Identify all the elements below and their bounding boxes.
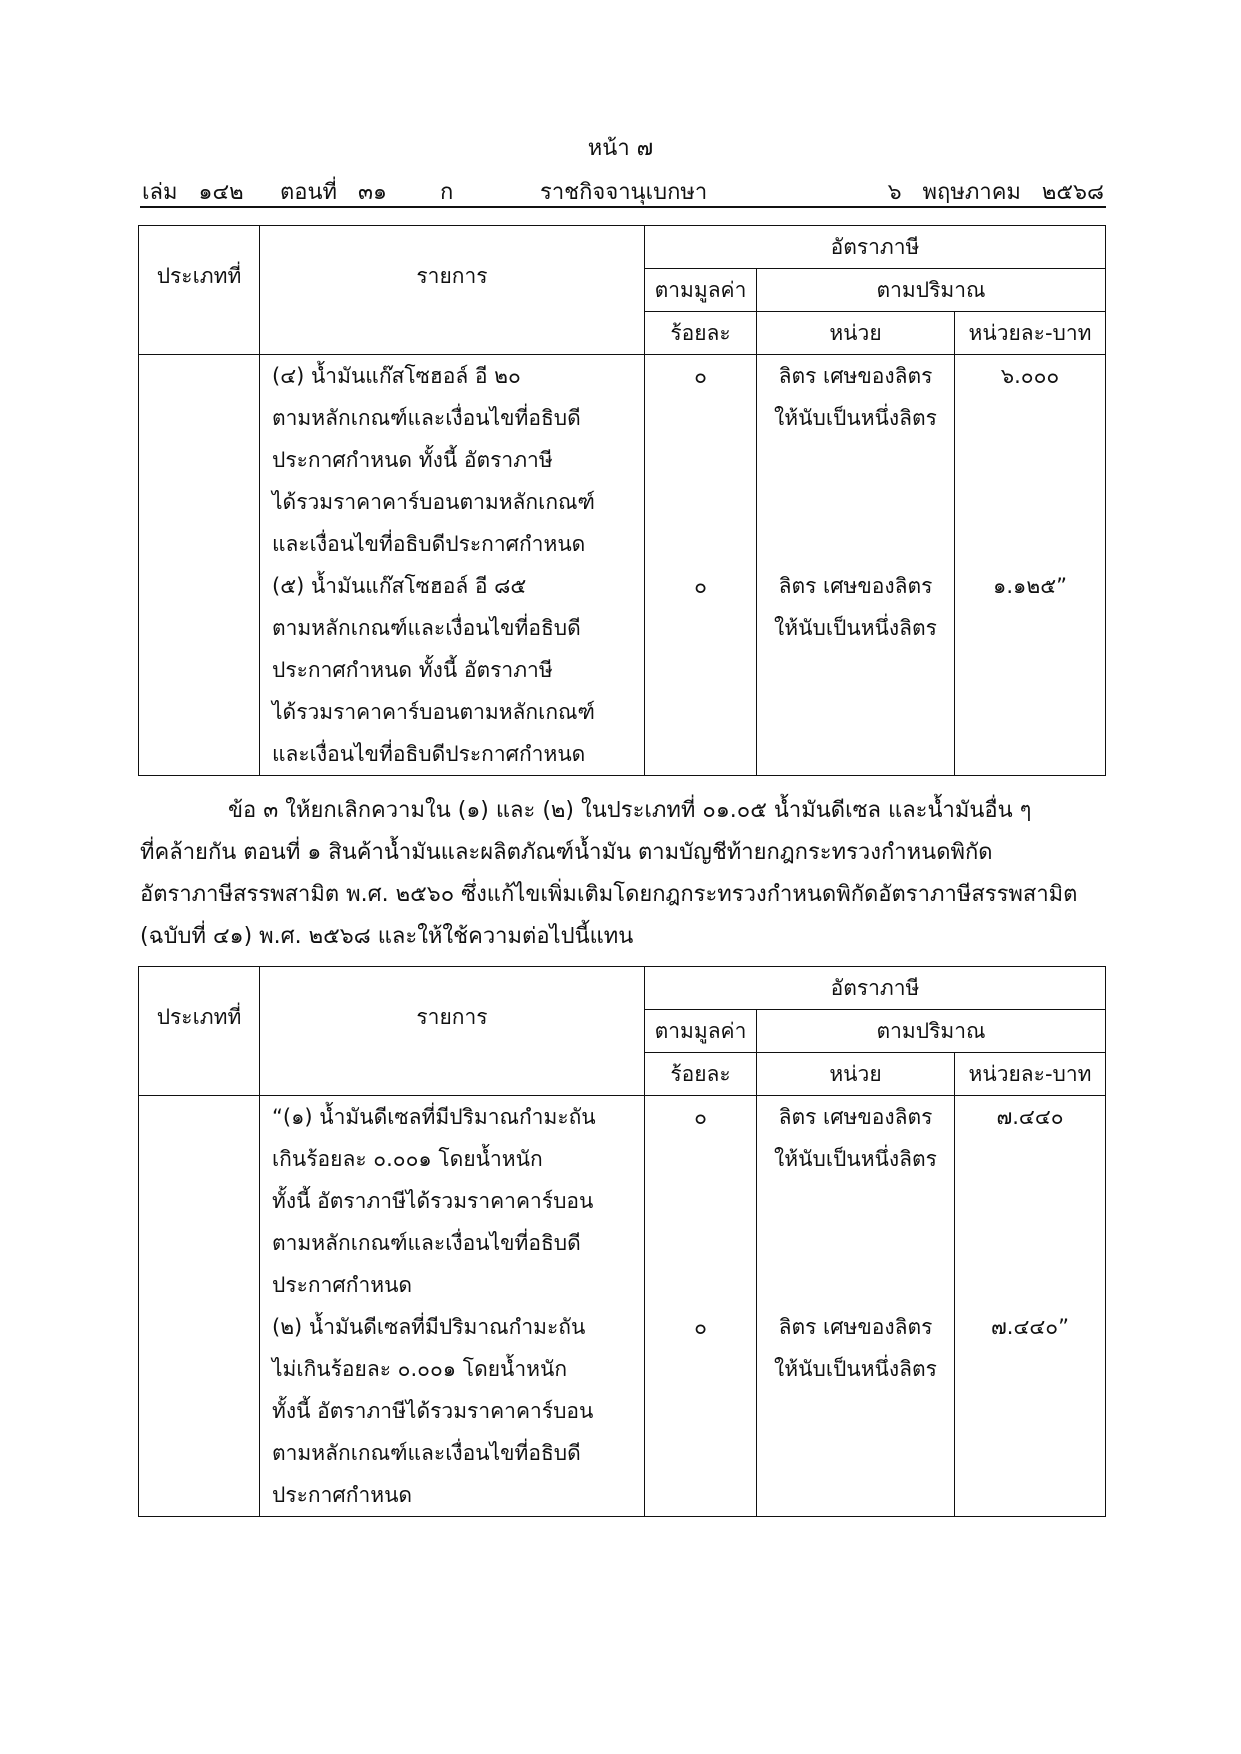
item-line: ทั้งนี้ อัตราภาษีได้รวมราคาคาร์บอน (272, 1189, 594, 1213)
rate-line: ๗.๔๔๐” (991, 1315, 1069, 1339)
unit-cell (757, 1096, 955, 1517)
value-line: ๐ (694, 1105, 707, 1129)
unit-line: ลิตร เศษของลิตร (778, 574, 933, 598)
rate-line (955, 1390, 1105, 1432)
header-section: ก (440, 180, 454, 205)
item-line: ประกาศกำหนด ทั้งนี้ อัตราภาษี (272, 448, 553, 472)
value-line (645, 691, 756, 733)
table-row (139, 355, 1106, 776)
item-line: ตามหลักเกณฑ์และเงื่อนไขที่อธิบดี (272, 616, 581, 640)
value-line (645, 1222, 756, 1264)
header-date: ๖ พฤษภาคม ๒๕๖๘ (887, 180, 1104, 205)
rate-line (955, 523, 1105, 565)
tariff-table-2 (138, 966, 1106, 1517)
unit-cell (757, 355, 955, 776)
item-line: ตามหลักเกณฑ์และเงื่อนไขที่อธิบดี (272, 1231, 581, 1255)
rate-line (955, 1264, 1105, 1306)
rate-line (955, 397, 1105, 439)
unit-line: ให้นับเป็นหนึ่งลิตร (774, 1357, 937, 1381)
unit-line (757, 1432, 954, 1474)
paragraph-line: ข้อ ๓ ให้ยกเลิกความใน (๑) และ (๒) ในประเภทที่ ๐๑.๐๕ น้ำมันดีเซล และน้ำมันอื่น ๆ (228, 798, 1032, 823)
item-line: ได้รวมราคาคาร์บอนตามหลักเกณฑ์ (272, 700, 595, 724)
value-line (645, 1264, 756, 1306)
paragraph-line: อัตราภาษีสรรพสามิต พ.ศ. ๒๕๖๐ ซึ่งแก้ไขเพิ่มเติมโดยกฎกระทรวงกำหนดพิกัดอัตราภาษีสรรพสามิต (140, 882, 1078, 907)
rate-line (955, 481, 1105, 523)
gazette-header (140, 168, 1106, 208)
item-line: ไม่เกินร้อยละ ๐.๐๐๑ โดยน้ำหนัก (272, 1357, 568, 1381)
type-cell (139, 355, 260, 776)
rate-line (955, 733, 1105, 775)
item-line: (๔) น้ำมันแก๊สโซฮอล์ อี ๒๐ (272, 364, 521, 388)
value-line (645, 1180, 756, 1222)
paragraph-line: ที่คล้ายกัน ตอนที่ ๑ สินค้าน้ำมันและผลิตภัณฑ์น้ำมัน ตามบัญชีท้ายกฎกระทรวงกำหนดพิกัด (140, 840, 993, 865)
tariff-table-1 (138, 225, 1106, 776)
value-line: ๐ (694, 1315, 707, 1339)
value-line (645, 397, 756, 439)
value-line: ๐ (694, 364, 707, 388)
unit-line (757, 523, 954, 565)
rate-line (955, 1432, 1105, 1474)
header-by-value-line1: ตามมูลค่า (645, 1010, 757, 1053)
unit-line (757, 1222, 954, 1264)
value-line (645, 523, 756, 565)
header-by-value-line1: ตามมูลค่า (645, 269, 757, 312)
value-cell (645, 355, 757, 776)
rate-line (955, 649, 1105, 691)
value-line (645, 1390, 756, 1432)
rate-line: ๗.๔๔๐ (996, 1105, 1064, 1129)
header-issue: ตอนที่ ๓๑ (280, 180, 388, 205)
rate-line (955, 1222, 1105, 1264)
rate-line: ๖.๐๐๐ (1000, 364, 1060, 388)
unit-line (757, 1474, 954, 1516)
header-by-quantity: ตามปริมาณ (757, 269, 1106, 312)
unit-line: ลิตร เศษของลิตร (778, 364, 933, 388)
paragraph-line: (ฉบับที่ ๔๑) พ.ศ. ๒๕๖๘ และให้ใช้ความต่อไปนี้แทน (140, 924, 634, 949)
header-type: ประเภทที่ (139, 226, 260, 355)
item-line: ประกาศกำหนด (272, 1483, 413, 1507)
item-line: (๕) น้ำมันแก๊สโซฮอล์ อี ๘๕ (272, 574, 527, 598)
clause-3-paragraph (140, 790, 1106, 958)
value-line (645, 733, 756, 775)
value-cell (645, 1096, 757, 1517)
item-cell (260, 1096, 645, 1517)
header-per-unit: หน่วยละ-บาท (955, 312, 1106, 355)
value-line (645, 1138, 756, 1180)
value-line (645, 607, 756, 649)
header-unit: หน่วย (757, 312, 955, 355)
item-line: และเงื่อนไขที่อธิบดีประกาศกำหนด (272, 532, 586, 556)
rate-line (955, 691, 1105, 733)
unit-line: ให้นับเป็นหนึ่งลิตร (774, 406, 937, 430)
rate-line: ๑.๑๒๕” (993, 574, 1067, 598)
item-line: (๒) น้ำมันดีเซลที่มีปริมาณกำมะถัน (272, 1315, 586, 1339)
header-by-value-line2: ร้อยละ (645, 1053, 757, 1096)
unit-line (757, 691, 954, 733)
item-line: เกินร้อยละ ๐.๐๐๑ โดยน้ำหนัก (272, 1147, 543, 1171)
item-cell (260, 355, 645, 776)
value-line (645, 1474, 756, 1516)
header-item: รายการ (260, 967, 645, 1096)
header-by-quantity: ตามปริมาณ (757, 1010, 1106, 1053)
rate-line (955, 1138, 1105, 1180)
value-line (645, 1432, 756, 1474)
rate-cell (955, 1096, 1106, 1517)
rate-cell (955, 355, 1106, 776)
type-cell (139, 1096, 260, 1517)
value-line (645, 481, 756, 523)
item-line: ตามหลักเกณฑ์และเงื่อนไขที่อธิบดี (272, 406, 581, 430)
unit-line (757, 1390, 954, 1432)
header-volume: เล่ม ๑๔๒ (142, 180, 244, 205)
rate-line (955, 1348, 1105, 1390)
unit-line (757, 481, 954, 523)
page-number: หน้า ๗ (587, 136, 654, 161)
item-line: “(๑) น้ำมันดีเซลที่มีปริมาณกำมะถัน (272, 1105, 596, 1129)
item-line: ประกาศกำหนด (272, 1273, 413, 1297)
unit-line: ลิตร เศษของลิตร (778, 1105, 933, 1129)
unit-line (757, 733, 954, 775)
item-line: ทั้งนี้ อัตราภาษีได้รวมราคาคาร์บอน (272, 1399, 594, 1423)
unit-line (757, 1264, 954, 1306)
value-line (645, 1348, 756, 1390)
header-unit: หน่วย (757, 1053, 955, 1096)
rate-line (955, 439, 1105, 481)
header-per-unit: หน่วยละ-บาท (955, 1053, 1106, 1096)
unit-line: ลิตร เศษของลิตร (778, 1315, 933, 1339)
header-by-value-line2: ร้อยละ (645, 312, 757, 355)
header-rate-group: อัตราภาษี (645, 226, 1106, 269)
item-line: ตามหลักเกณฑ์และเงื่อนไขที่อธิบดี (272, 1441, 581, 1465)
header-item: รายการ (260, 226, 645, 355)
header-rate-group: อัตราภาษี (645, 967, 1106, 1010)
rate-line (955, 607, 1105, 649)
unit-line (757, 649, 954, 691)
item-line: และเงื่อนไขที่อธิบดีประกาศกำหนด (272, 742, 586, 766)
unit-line: ให้นับเป็นหนึ่งลิตร (774, 616, 937, 640)
item-line: ประกาศกำหนด ทั้งนี้ อัตราภาษี (272, 658, 553, 682)
item-line: ได้รวมราคาคาร์บอนตามหลักเกณฑ์ (272, 490, 595, 514)
value-line: ๐ (694, 574, 707, 598)
header-gazette-name: ราชกิจจานุเบกษา (540, 180, 708, 205)
table-row (139, 1096, 1106, 1517)
header-type: ประเภทที่ (139, 967, 260, 1096)
unit-line: ให้นับเป็นหนึ่งลิตร (774, 1147, 937, 1171)
value-line (645, 649, 756, 691)
unit-line (757, 1180, 954, 1222)
unit-line (757, 439, 954, 481)
rate-line (955, 1180, 1105, 1222)
rate-line (955, 1474, 1105, 1516)
value-line (645, 439, 756, 481)
